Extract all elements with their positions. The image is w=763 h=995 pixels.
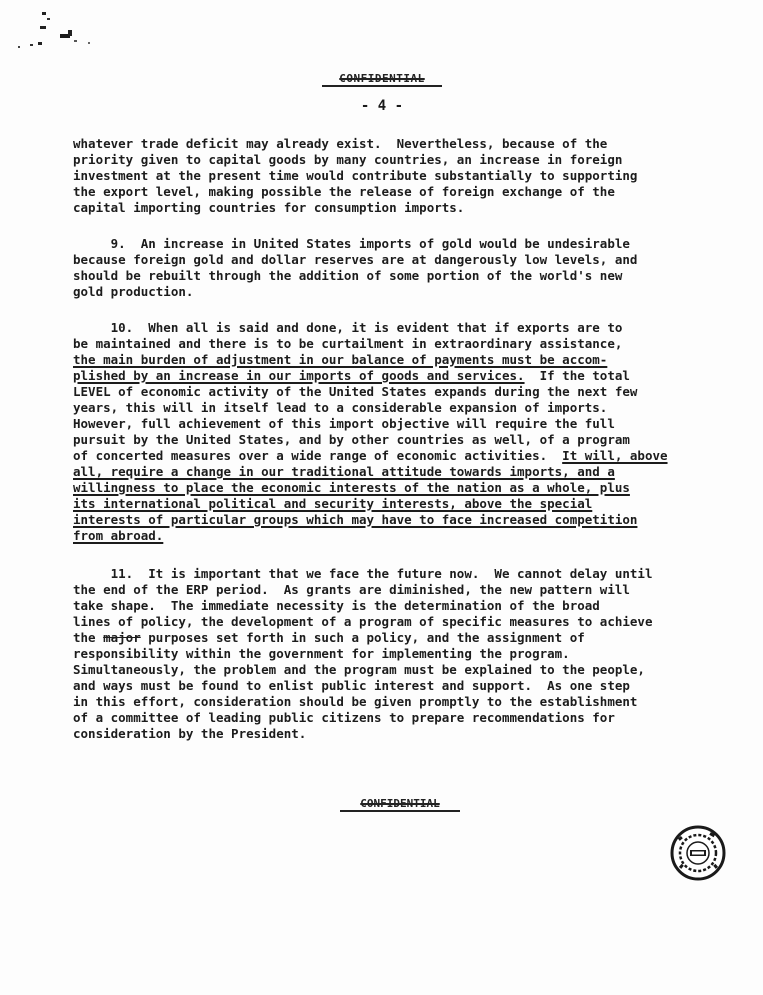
text-line — [73, 184, 685, 200]
classification-footer: CONFIDENTIAL — [340, 797, 460, 812]
memo-paragraph — [73, 236, 685, 300]
text-segment: However, full achievement of this import objective will require the full — [73, 416, 615, 431]
page-number: - 4 - — [360, 98, 404, 114]
underlined-text: plished by an increase in our imports of goods and services. — [73, 368, 525, 383]
text-segment: pursuit by the United States, and by other countries as well, of a program — [73, 432, 630, 447]
underlined-text: from abroad. — [73, 528, 164, 543]
text-line — [73, 236, 685, 252]
text-line — [73, 662, 685, 678]
text-segment: LEVEL of economic activity of the United States expands during the next few — [73, 384, 638, 399]
text-line — [73, 384, 685, 400]
text-segment: be maintained and there is to be curtailment in extraordinary assistance, — [73, 336, 623, 351]
underlined-text: willingness to place the economic interests of the nation as a whole, plus — [73, 480, 630, 495]
text-segment: responsibility within the government for implementing the program. — [73, 646, 570, 661]
text-segment: of a committee of leading public citizens to prepare recommendations for — [73, 710, 615, 725]
classification-header: CONFIDENTIAL — [322, 72, 442, 87]
underlined-text: interests of particular groups which may have to face increased competition — [73, 512, 638, 527]
text-line — [73, 448, 685, 464]
text-line — [73, 368, 685, 384]
underlined-text: It will, above — [562, 448, 668, 463]
text-line — [73, 528, 685, 544]
text-segment: because foreign gold and dollar reserves are at dangerously low levels, and — [73, 252, 638, 267]
memo-paragraph — [73, 320, 685, 544]
text-line — [73, 432, 685, 448]
text-line — [73, 630, 685, 646]
text-line — [73, 480, 685, 496]
text-segment: 11. It is important that we face the future now. We cannot delay until — [73, 566, 653, 581]
text-segment: 9. An increase in United States imports of gold would be undesirable — [73, 236, 630, 251]
text-segment: purposes set forth in such a policy, and the assignment of — [140, 630, 585, 645]
text-segment: priority given to capital goods by many countries, an increase in foreign — [73, 152, 623, 167]
text-line — [73, 400, 685, 416]
text-segment: take shape. The immediate necessity is the determination of the broad — [73, 598, 600, 613]
memo-paragraph — [73, 566, 685, 742]
text-line — [73, 268, 685, 284]
memo-paragraph — [73, 136, 685, 216]
text-segment: Simultaneously, the problem and the program must be explained to the people, — [73, 662, 645, 677]
scan-specks-icon — [12, 8, 102, 53]
paragraph-gap — [73, 300, 685, 320]
text-line — [73, 136, 685, 152]
text-line — [73, 710, 685, 726]
text-line — [73, 336, 685, 352]
text-line — [73, 694, 685, 710]
text-line — [73, 320, 685, 336]
text-segment: and ways must be found to enlist public interest and support. As one step — [73, 678, 630, 693]
text-segment: capital importing countries for consumption imports. — [73, 200, 465, 215]
text-line — [73, 646, 685, 662]
text-line — [73, 598, 685, 614]
text-segment: whatever trade deficit may already exist. Nevertheless, because of the — [73, 136, 608, 151]
text-line — [73, 252, 685, 268]
text-line — [73, 614, 685, 630]
text-line — [73, 496, 685, 512]
text-line — [73, 582, 685, 598]
text-line — [73, 168, 685, 184]
text-segment: the — [73, 630, 104, 645]
struck-text: major — [103, 630, 141, 645]
text-segment: should be rebuilt through the addition of some portion of the world's new — [73, 268, 623, 283]
text-line — [73, 678, 685, 694]
text-line — [73, 284, 685, 300]
underlined-text: its international political and security interests, above the special — [73, 496, 593, 511]
underlined-text: all, require a change in our traditional attitude towards imports, and a — [73, 464, 615, 479]
text-line — [73, 512, 685, 528]
text-line — [73, 416, 685, 432]
text-segment: of concerted measures over a wide range of economic activities. — [73, 448, 563, 463]
paragraph-gap — [73, 544, 685, 566]
text-segment: years, this will in itself lead to a considerable expansion of imports. — [73, 400, 608, 415]
text-segment: If the total — [524, 368, 630, 383]
text-segment: consideration by the President. — [73, 726, 307, 741]
text-line — [73, 200, 685, 216]
archive-seal-icon — [670, 825, 726, 881]
paragraph-gap — [73, 216, 685, 236]
text-segment: the end of the ERP period. As grants are diminished, the new pattern will — [73, 582, 630, 597]
underlined-text: the main burden of adjustment in our balance of payments must be accom- — [73, 352, 608, 367]
text-segment: the export level, making possible the release of foreign exchange of the — [73, 184, 615, 199]
text-segment: 10. When all is said and done, it is evident that if exports are to — [73, 320, 623, 335]
text-line — [73, 726, 685, 742]
text-segment: investment at the present time would contribute substantially to supporting — [73, 168, 638, 183]
text-segment: gold production. — [73, 284, 194, 299]
memo-body — [73, 136, 685, 742]
text-line — [73, 352, 685, 368]
text-line — [73, 152, 685, 168]
text-line — [73, 464, 685, 480]
text-line — [73, 566, 685, 582]
text-segment: lines of policy, the development of a program of specific measures to achieve — [73, 614, 653, 629]
text-segment: in this effort, consideration should be given promptly to the establishment — [73, 694, 638, 709]
